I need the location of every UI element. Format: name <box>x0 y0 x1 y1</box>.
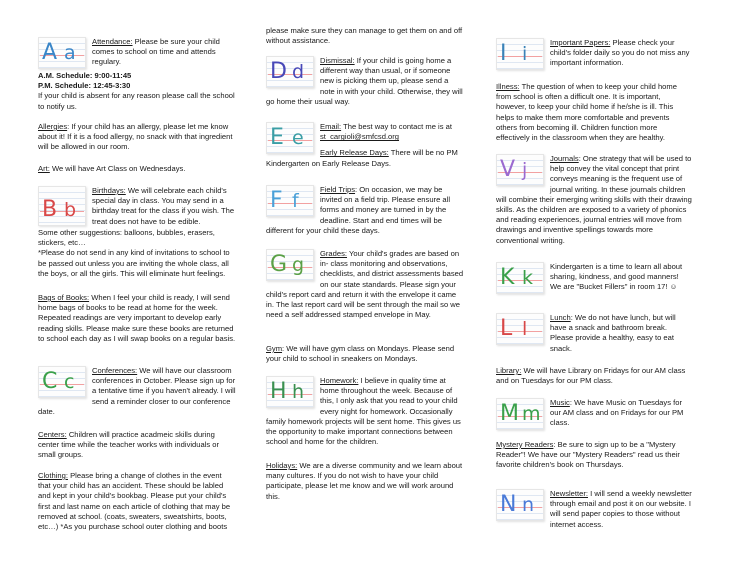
tile-lower: n <box>522 494 535 516</box>
grades-text: Your child's grades are based on in- class monitoring and observations, checklists, and district assessments based on our state standards. Please sign your child's report card and return it with the envelope it came in. The last report card will be sent through the mail so we need a self addressed stamped envelope in May. <box>266 249 464 320</box>
absent-text: If your child is absent for any reason please call the school to notify us. <box>38 91 235 111</box>
art-text: We will have Art Class on Wednesdays. <box>49 164 186 173</box>
early-release-text: There will be no PM Kindergarten on Early Release Days. <box>266 148 458 168</box>
letter-tile-h <box>266 376 314 408</box>
holidays-heading: Holidays: <box>266 461 298 470</box>
tile-upper: L <box>500 316 513 341</box>
homework-text: I believe in quality time at home throughout the week. Because of this, I only ask that you read to your child every night for homework. Occasionally family homework projects will be sent home. This gives us the opportunity to make important connections between school and home for the children. <box>266 376 461 447</box>
music-heading: Music <box>550 398 570 407</box>
letter-tile-k <box>496 262 544 294</box>
lunch-heading: Lunch <box>550 313 571 322</box>
field-trips-heading: Field Trips <box>320 185 356 194</box>
birthdays-text: We will celebrate each child's special day in class. You may send in a birthday treat for the class if you wish. The treat does not have to be edible. <box>92 186 235 226</box>
letter-tile-g <box>266 249 314 281</box>
letter-tile-n <box>496 489 544 521</box>
am-schedule: A.M. Schedule: 9:00-11:45 <box>38 71 132 80</box>
important-papers-heading: Important Papers: <box>550 38 611 47</box>
field-trips-text: : On occasion, we may be invited on a field trip. Please ensure all forms and money are turned in by the deadline. Start and end times will be different for your child these days. <box>266 185 451 235</box>
letter-tile-i <box>496 38 544 70</box>
tile-lower: c <box>64 371 75 393</box>
tile-upper: M <box>500 401 519 426</box>
attendance-text: Please be sure your child comes to school on time and attends regulary. <box>92 37 220 67</box>
section-mystery-readers <box>496 440 692 471</box>
letter-tile-m <box>496 398 544 430</box>
tile-lower: j <box>522 159 528 181</box>
section-kindness <box>496 262 692 296</box>
gym-text: : We will have gym class on Mondays. Please send your child to school in sneakers on Mondays. <box>266 344 455 364</box>
section-attendance <box>38 37 236 112</box>
letter-tile-c <box>38 366 86 398</box>
section-lunch <box>496 313 692 354</box>
art-heading: Art: <box>38 164 50 173</box>
section-art <box>38 164 236 174</box>
section-newsletter <box>496 489 692 530</box>
lunch-text: : We do not have lunch, but will have a snack and bathroom break. Please provide a healthy, easy to eat snack. <box>550 313 676 353</box>
centers-text: Children will practice acadmeic skills during center time while the teacher works with individuals or small groups. <box>38 430 220 460</box>
section-music <box>496 398 692 432</box>
birthdays-note: *Please do not send in any kind of invitations to school to be passed out unless you are inviting the whole class, all the boys, or all the girls. This will eliminate hurt feelings. <box>38 248 230 278</box>
mystery-readers-text: : Be sure to sign up to be a "Mystery Reader"! We have our "Mystery Readers" read us their favorite children's book on Thursdays. <box>496 440 680 470</box>
tile-upper: B <box>42 197 58 222</box>
tile-lower: g <box>292 254 305 276</box>
letter-tile-j <box>496 154 544 186</box>
tile-upper: K <box>500 265 515 290</box>
email-text: The best way to contact me is at <box>341 122 452 131</box>
section-gym <box>266 344 464 364</box>
tile-upper: D <box>270 59 287 84</box>
letter-tile-d <box>266 56 314 88</box>
letter-tile-b <box>38 186 86 226</box>
tile-lower: k <box>522 267 534 289</box>
tile-lower: i <box>522 43 528 65</box>
newsletter-heading: Newsletter: <box>550 489 588 498</box>
tile-lower: m <box>522 403 541 425</box>
tile-lower: l <box>522 318 528 340</box>
tile-upper: A <box>42 40 58 65</box>
clothing-heading: Clothing: <box>38 471 68 480</box>
library-text: We will have Library on Fridays for our AM class and on Tuesdays for our PM class. <box>496 366 686 386</box>
section-continued <box>266 26 464 46</box>
gym-heading: Gym <box>266 344 283 353</box>
clothing-text: Please bring a change of clothes in the event that your child has an accident. These should be labled and kept in your child's bookbag. Please put your child's first and last name on each article of clothing that may be removed at school. (coats, sweaters, sweatshirts, boots, etc…) *As you purchase school outer clothing and boots <box>38 471 231 532</box>
section-homework <box>266 376 464 447</box>
journals-heading: Journals <box>550 154 579 163</box>
kindness-text: Kindergarten is a time to learn all about sharing, kindness, and good manners! We are "Bucket Fillers" in room 17! ☺ <box>550 262 683 292</box>
conferences-text: We will have our classroom conferences in October. Please sign up for a tentative time if you haven't already. I will send a reminder closer to our conference date. <box>38 366 236 416</box>
newsletter-text: I will send a weekly newsletter through email and post it on our website. I will send paper copies to those without internet access. <box>550 489 692 529</box>
tile-upper: I <box>500 41 507 66</box>
section-illness <box>496 82 692 143</box>
tile-upper: C <box>42 369 58 394</box>
dismissal-text: If your child is going home a different way than usual, or if someone new is picking them up, please send a note in with your child. Otherwise, they will go home their usual way. <box>266 56 463 106</box>
email-heading: Email: <box>320 122 342 131</box>
early-release-heading: Early Release Days: <box>320 148 389 158</box>
books-text: When I feel your child is ready, I will send home bags of books to be read at home for the week. Repeated readings are very important to develop early reading skills. Please make sure these books are returned to school each day as I will swap books on a regular basis. <box>38 293 236 343</box>
allergies-heading: Allergies <box>38 122 68 131</box>
section-library <box>496 366 692 386</box>
section-email <box>266 122 464 169</box>
tile-upper: F <box>270 188 283 213</box>
tile-upper: G <box>270 252 288 277</box>
continued-text: please make sure they can manage to get them on and off without assistance. <box>266 26 463 46</box>
pm-schedule: P.M. Schedule: 12:45-3:30 <box>38 81 131 91</box>
conferences-heading: Conferences: <box>92 366 138 375</box>
section-birthdays <box>38 186 236 279</box>
attendance-heading: Attendance: <box>92 37 133 46</box>
section-grades <box>266 249 464 320</box>
tile-lower: f <box>292 190 299 212</box>
journals-text: : One strategy that will be used to help convey the vital concept that print conveys meaning is the frequent use of journal writing. In these journals children will combine their emerging writing skills with their drawing skills. As the children are exposed to a variety of phonics and reading experiences, journal entries will move from drawings and inventive spellings towards more conventional writing. <box>496 154 692 245</box>
important-papers-text: Please check your child's folder daily so you do not miss any important information. <box>550 38 690 68</box>
allergies-text: : If your child has an allergy, please let me know about it! If it is a food allergy, no snack with that ingredient will be allowed in our room. <box>38 122 233 152</box>
tile-lower: e <box>292 127 304 149</box>
books-heading: Bags of Books: <box>38 293 90 302</box>
section-dismissal <box>266 56 464 107</box>
email-address-link[interactable]: st_cargioli@smfcsd.org <box>320 132 400 142</box>
section-field-trips <box>266 185 464 236</box>
section-journals <box>496 154 692 246</box>
section-important-papers <box>496 38 692 72</box>
tile-lower: d <box>292 61 305 83</box>
library-heading: Library: <box>496 366 522 375</box>
section-holidays <box>266 461 464 502</box>
letter-tile-f <box>266 185 314 217</box>
dismissal-heading: Dismissal: <box>320 56 355 65</box>
letter-tile-a <box>38 37 86 69</box>
grades-heading: Grades: <box>320 249 348 258</box>
homework-heading: Homework: <box>320 376 359 385</box>
illness-heading: Illness: <box>496 82 520 91</box>
tile-lower: h <box>292 381 305 403</box>
holidays-text: We are a diverse community and we learn about many cultures. If you do not wish to have your child participate, please let me know and we will work around this. <box>266 461 463 501</box>
section-clothing <box>38 471 236 532</box>
tile-upper: E <box>270 125 284 150</box>
tile-upper: N <box>500 492 517 517</box>
letter-tile-e <box>266 122 314 154</box>
birthdays-heading: Birthdays: <box>92 186 126 195</box>
section-centers <box>38 430 236 461</box>
section-conferences <box>38 366 236 417</box>
illness-text: The question of when to keep your child home from school is often a difficult one. It is important, however, to keep your child home if he/she is ill. This helps to make them more comfortable and prevents others from becoming ill. Children function more effectively in the classroom when they are healthy. <box>496 82 677 143</box>
birthdays-more: Some other suggestions: balloons, bubbles, erasers, stickers, etc… <box>38 228 215 248</box>
mystery-readers-heading: Mystery Readers <box>496 440 554 449</box>
tile-upper: V <box>500 157 516 182</box>
section-allergies <box>38 122 236 153</box>
letter-tile-l <box>496 313 544 345</box>
tile-lower: a <box>64 42 76 64</box>
music-text: : We have Music on Tuesdays for our AM class and on Fridays for our PM class. <box>550 398 684 428</box>
tile-lower: b <box>64 199 77 221</box>
section-bags-of-books <box>38 293 236 344</box>
tile-upper: H <box>270 379 287 404</box>
centers-heading: Centers: <box>38 430 67 439</box>
